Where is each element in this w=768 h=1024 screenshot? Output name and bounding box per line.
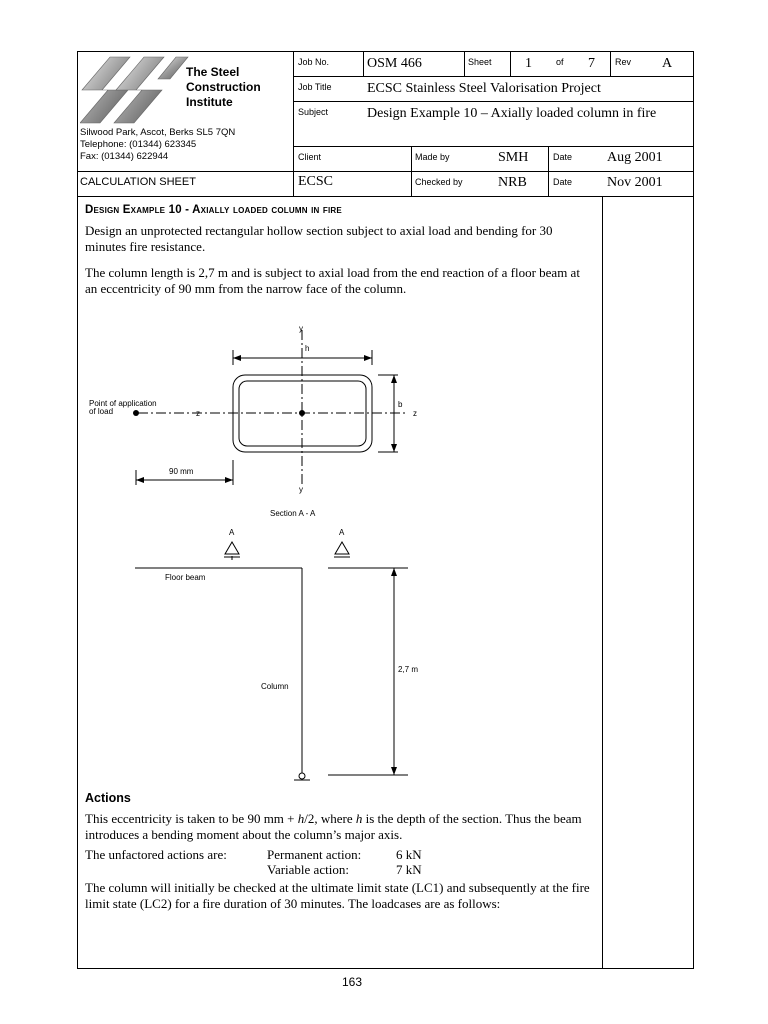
divider — [294, 146, 693, 147]
divider — [363, 52, 364, 77]
text-run: h — [355, 811, 363, 826]
paragraph — [85, 811, 597, 843]
text-run: /2, where — [304, 811, 356, 826]
section-mark-a: A — [229, 528, 235, 537]
made-date-label: Date — [553, 152, 573, 162]
address-line: Fax: (01344) 622944 — [80, 151, 169, 162]
logo-line: The Steel — [186, 65, 240, 79]
divider — [411, 147, 412, 197]
permanent-label: Permanent action: — [267, 847, 362, 862]
sheet-value: 1 — [525, 56, 532, 71]
variable-value: 7 kN — [396, 862, 422, 877]
subject-value: Design Example 10 – Axially loaded column in fire — [367, 106, 657, 121]
divider — [294, 76, 693, 77]
logo-text — [186, 65, 261, 110]
subject-label: Subject — [298, 107, 329, 117]
address-line: Silwood Park, Ascot, Berks SL5 7QN — [80, 127, 236, 138]
job-title-value: ECSC Stainless Steel Valorisation Project — [367, 81, 601, 96]
divider — [294, 101, 693, 102]
y-axis-label: y — [299, 324, 303, 333]
text-run: This eccentricity is taken to be 90 mm + — [85, 811, 298, 826]
length-label: 2,7 m — [398, 665, 419, 674]
z-axis-label: z — [196, 409, 200, 418]
logo-line: Construction — [186, 80, 261, 94]
unfactored-label: The unfactored actions are: — [85, 847, 227, 862]
point-label: Point of application — [89, 399, 157, 408]
checked-date-label: Date — [553, 177, 573, 187]
checked-by-value: NRB — [498, 175, 527, 190]
column-label: Column — [261, 682, 289, 691]
column-diagram — [78, 320, 602, 790]
of-label: of — [556, 57, 564, 67]
client-label: Client — [298, 152, 322, 162]
y-axis-label: y — [299, 485, 303, 494]
sci-logo-icon — [80, 55, 190, 125]
job-no-label: Job No. — [298, 57, 330, 67]
job-title-label: Job Title — [298, 82, 332, 92]
section-mark-a: A — [339, 528, 345, 537]
section-heading: Design Example 10 - Axially loaded column in fire — [85, 204, 342, 216]
made-date-value: Aug 2001 — [607, 150, 663, 165]
text-run: h — [297, 811, 305, 826]
point-label: of load — [89, 407, 114, 416]
divider — [464, 52, 465, 77]
divider — [548, 147, 549, 197]
variable-label: Variable action: — [267, 862, 349, 877]
section-label: Section A - A — [270, 509, 316, 518]
page-number: 163 — [341, 975, 363, 989]
eccentricity-label: 90 mm — [169, 467, 194, 476]
sheet-type: CALCULATION SHEET — [80, 176, 196, 188]
paragraph: The column will initially be checked at the ultimate limit state (LC1) and subsequently at the fire limit state (LC2) for a fire duration of 30 minutes. The loadcases are as follows: — [85, 880, 590, 911]
paragraph: Design an unprotected rectangular hollow section subject to axial load and bending for 30 minutes fire resistance. — [85, 223, 553, 254]
floor-beam-label: Floor beam — [165, 573, 206, 582]
divider — [510, 52, 511, 77]
address-block — [80, 127, 235, 163]
divider — [610, 52, 611, 77]
address-line: Telephone: (01344) 623345 — [80, 139, 197, 150]
made-by-value: SMH — [498, 150, 529, 165]
job-no-value: OSM 466 — [367, 56, 422, 71]
divider — [293, 52, 294, 197]
made-by-label: Made by — [415, 152, 450, 162]
sheet-label: Sheet — [468, 57, 492, 67]
z-axis-label: z — [413, 409, 417, 418]
actions-heading: Actions — [85, 791, 131, 805]
divider — [78, 171, 294, 172]
permanent-value: 6 kN — [396, 847, 422, 862]
of-value: 7 — [588, 56, 595, 71]
client-value: ECSC — [298, 174, 334, 189]
checked-by-label: Checked by — [415, 177, 463, 187]
divider — [78, 196, 693, 197]
checked-date-value: Nov 2001 — [607, 175, 663, 190]
rev-value: A — [662, 56, 673, 71]
b-label: b — [398, 400, 403, 409]
divider — [294, 171, 693, 172]
h-label: h — [305, 344, 310, 353]
margin-divider — [602, 197, 603, 968]
rev-label: Rev — [615, 57, 632, 67]
logo-line: Institute — [186, 95, 233, 109]
text-run: is the depth of the section. Thus the beam introduces a bending moment about the column’s major axis. — [85, 811, 582, 842]
paragraph: The column length is 2,7 m and is subject to axial load from the end reaction of a floor beam at an eccentricity of 90 mm from the narrow face of the column. — [85, 265, 580, 296]
